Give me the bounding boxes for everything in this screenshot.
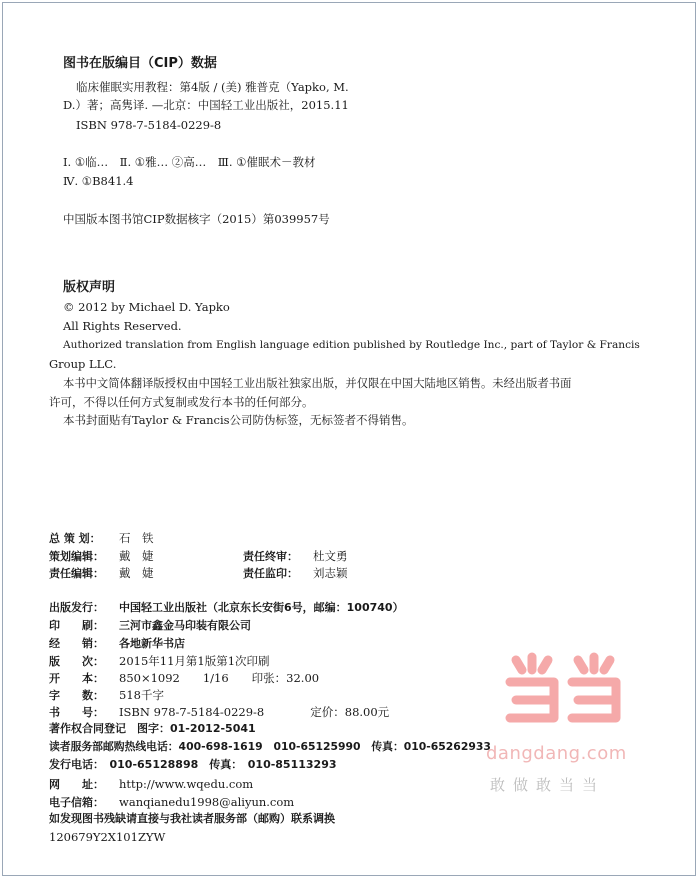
editor-label: 策划编辑： <box>49 550 104 563</box>
book-code: 120679Y2X101ZYW <box>49 830 166 844</box>
phone-line: 发行电话： 010-65128898 传真： 010-85113293 <box>49 758 337 771</box>
copyright-line-2: All Rights Reserved. <box>63 319 182 333</box>
edition-label: 版 次： <box>49 655 104 668</box>
resp-editor-value: 戴 婕 <box>119 566 154 580</box>
isbn-value: ISBN 978-7-5184-0229-8 定价：88.00元 <box>119 705 390 719</box>
staff-row-editor <box>49 547 154 563</box>
publisher-label: 出版发行： <box>49 601 104 614</box>
final-review-label: 责任终审： <box>243 550 298 563</box>
contract-registration: 著作权合同登记 图字：01-2012-5041 <box>49 722 256 735</box>
printer-label: 印 刷： <box>49 619 104 632</box>
publisher-row <box>49 598 404 614</box>
isbn-row <box>49 703 389 719</box>
copyright-line-4a: 本书中文简体翻译版授权由中国轻工业出版社独家出版，并仅限在中国大陆地区销售。未经出版者书面 <box>63 377 572 390</box>
copyright-line-1: © 2012 by Michael D. Yapko <box>63 300 230 314</box>
editor-value: 戴 婕 <box>119 549 154 563</box>
final-review-value: 杜文勇 <box>313 549 348 563</box>
edition-row <box>49 652 270 668</box>
web-label: 网 址： <box>49 778 104 791</box>
format-label: 开 本： <box>49 672 104 685</box>
dangdang-logo-icon <box>502 652 626 730</box>
watermark-url: dangdang.com <box>486 743 627 764</box>
staff-row-resp-editor <box>49 564 154 580</box>
format-row <box>49 669 319 685</box>
email-label: 电子信箱： <box>49 796 104 809</box>
watermark-tagline: 敢做敢当当 <box>490 776 606 794</box>
cip-verification: 中国版本图书馆CIP数据核字（2015）第039957号 <box>63 212 330 226</box>
web-value: http://www.wqedu.com <box>119 777 254 791</box>
email-row <box>49 793 294 809</box>
copyright-line-4b: 许可，不得以任何方式复制或发行本书的任何部分。 <box>49 395 314 409</box>
distributor-label: 经 销： <box>49 637 104 650</box>
copyright-line-3b: Group LLC. <box>49 357 117 371</box>
resp-editor-label: 责任编辑： <box>49 567 104 580</box>
printer-row <box>49 616 251 632</box>
copyright-line-3a: Authorized translation from English language edition published by Routledge Inc., part of Taylor & Francis <box>63 339 640 351</box>
copyright-heading: 版权声明 <box>63 280 116 295</box>
cip-line-2: D.）著；高隽译. —北京：中国轻工业出版社，2015.11 <box>63 98 349 112</box>
printer-value: 三河市鑫金马印装有限公司 <box>119 619 251 632</box>
email-value: wanqianedu1998@aliyun.com <box>119 795 295 809</box>
planner-label: 总 策 划： <box>49 532 101 545</box>
cip-classification-2: Ⅳ. ①B841.4 <box>63 174 134 188</box>
planner-value: 石 铁 <box>119 531 154 545</box>
isbn-label: 书 号： <box>49 706 104 719</box>
words-row <box>49 686 164 702</box>
cip-classification-1: Ⅰ. ①临… Ⅱ. ①雅… ②高… Ⅲ. ①催眠术－教材 <box>63 155 316 169</box>
web-row <box>49 775 253 791</box>
copyright-line-5: 本书封面贴有Taylor & Francis公司防伪标签，无标签者不得销售。 <box>63 413 414 427</box>
resp-supervisor-value: 刘志颖 <box>313 566 348 580</box>
format-value: 850×1092 1/16 印张：32.00 <box>119 671 320 685</box>
distributor-row <box>49 634 185 650</box>
publisher-value: 中国轻工业出版社（北京东长安街6号，邮编：100740） <box>119 601 404 614</box>
edition-value: 2015年11月第1版第1次印刷 <box>119 654 270 668</box>
distributor-value: 各地新华书店 <box>119 637 185 650</box>
replacement-note: 如发现图书残缺请直接与我社读者服务部（邮购）联系调换 <box>49 812 335 825</box>
cip-line-1: 临床催眠实用教程：第4版 / (美) 雅普克（Yapko, M. <box>76 80 349 94</box>
cip-isbn: ISBN 978-7-5184-0229-8 <box>76 118 222 132</box>
staff-row-final-review <box>243 547 348 563</box>
reader-service-line: 读者服务部邮购热线电话：400-698-1619 010-65125990 传真：010-65262933 <box>49 740 491 753</box>
words-value: 518千字 <box>119 688 164 702</box>
cip-heading: 图书在版编目（CIP）数据 <box>63 56 217 71</box>
words-label: 字 数： <box>49 689 104 702</box>
staff-row-resp-supervisor <box>243 564 348 580</box>
staff-row-planner <box>49 529 154 545</box>
resp-supervisor-label: 责任监印： <box>243 567 298 580</box>
